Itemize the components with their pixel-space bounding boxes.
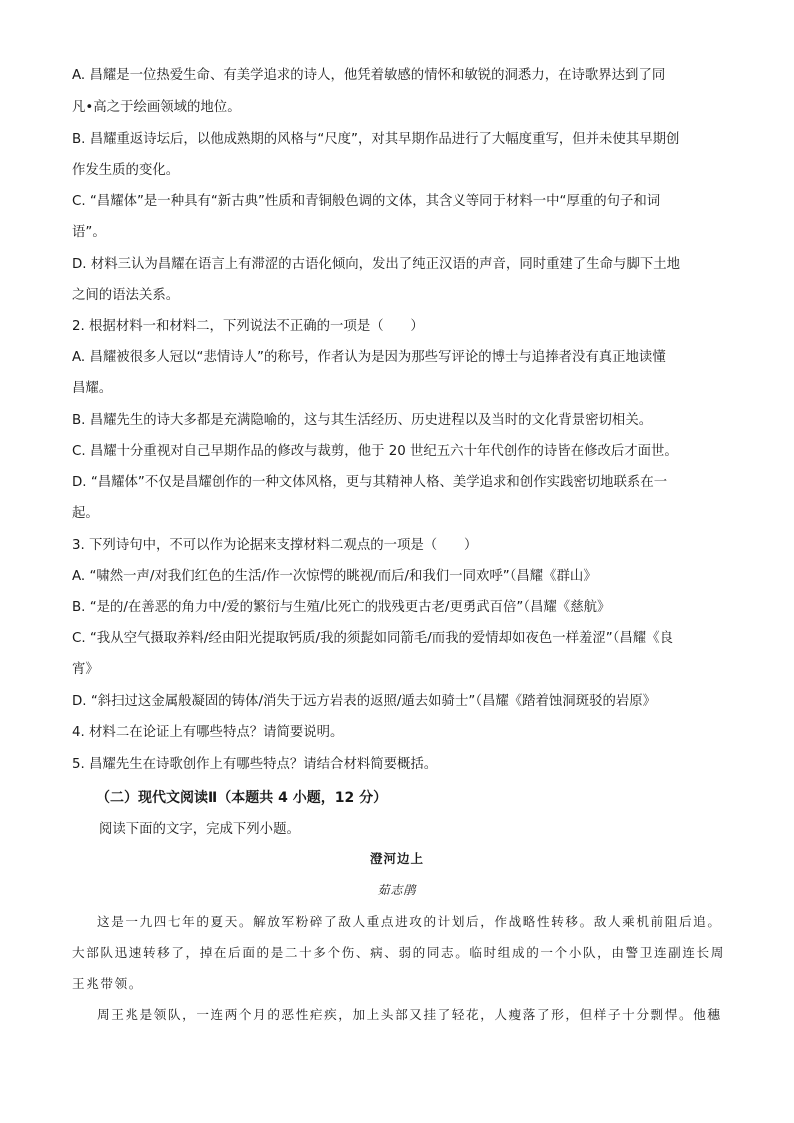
question-5: 5. 昌耀先生在诗歌创作上有哪些特点？请结合材料简要概括。 [72, 757, 438, 772]
story-author: 茹志鹃 [377, 883, 417, 897]
option-1a-line2: 凡•高之于绘画领域的地位。 [72, 100, 241, 115]
option-3c-line2: 宵》 [72, 662, 99, 677]
story-paragraph-2-line1: 周王兆是领队，一连两个月的恶性疟疾，加上头部又挂了轻花，人瘦落了形，但样子十分剽悍。他穗 [97, 1007, 722, 1022]
option-2c: C. 昌耀十分重视对自己早期作品的修改与裁剪，他于 20 世纪五六十年代创作的诗皆在修改后才面世。 [72, 444, 678, 459]
story-paragraph-1-line1: 这是一九四七年的夏天。解放军粉碎了敌人重点进攻的计划后，作战略性转移。敌人乘机前阻后追。 [97, 914, 722, 929]
story-paragraph-1-line3: 王兆带领。 [72, 976, 143, 991]
question-2: 2. 根据材料一和材料二，下列说法不正确的一项是（ ） [72, 319, 424, 334]
option-1b-line1: B. 昌耀重返诗坛后，以他成熟期的风格与“尺度”，对其早期作品进行了大幅度重写，但并未使其早期创 [72, 132, 680, 147]
question-4: 4. 材料二在论证上有哪些特点？请简要说明。 [72, 725, 344, 740]
option-2a-line1: A. 昌耀被很多人冠以“悲情诗人”的称号，作者认为是因为那些写评论的博士与追捧者没有真正地读懂 [72, 350, 666, 365]
option-2d-line2: 起。 [72, 506, 99, 521]
question-3: 3. 下列诗句中，不可以作为论据来支撑材料二观点的一项是（ ） [72, 538, 478, 553]
option-2a-line2: 昌耀。 [72, 381, 113, 396]
option-1d-line1: D. 材料三认为昌耀在语言上有滞涩的古语化倾向，发出了纯正汉语的声音，同时重建了生命与脚下土地 [72, 257, 681, 272]
story-title: 澄河边上 [369, 851, 424, 866]
option-1c-line2: 语”。 [72, 225, 106, 240]
option-3d: D. “斜扫过这金属般凝固的铸体/消失于远方岩表的返照/遁去如骑士”（昌耀《踏着蚀洞斑驳的岩原》 [72, 694, 657, 709]
option-3a: A. “啸然一声/对我们红色的生活/作一次惊愕的眺视/而后/和我们一同欢呼”（昌耀《群山》 [72, 569, 597, 584]
option-3b: B. “是的/在善恶的角力中/爱的繁衍与生殖/比死亡的戕残更古老/更勇武百倍”（昌耀《慈航》 [72, 600, 611, 615]
section-heading: （二）现代文阅读Ⅱ（本题共 4 小题，12 分） [96, 790, 388, 806]
option-2b: B. 昌耀先生的诗大多都是充满隐喻的，这与其生活经历、历史进程以及当时的文化背景密切相关。 [72, 413, 653, 428]
option-2d-line1: D. “昌耀体”不仅是昌耀创作的一种文体风格，更与其精神人格、美学追求和创作实践密切地联系在一 [72, 475, 668, 490]
option-1b-line2: 作发生质的变化。 [72, 163, 180, 178]
reading-instruction: 阅读下面的文字，完成下列小题。 [99, 822, 300, 837]
option-1d-line2: 之间的语法关系。 [72, 288, 180, 303]
option-1a-line1: A. 昌耀是一位热爱生命、有美学追求的诗人，他凭着敏感的情怀和敏锐的洞悉力，在诗歌界达到了同 [72, 68, 666, 83]
story-paragraph-1-line2: 大部队迅速转移了，掉在后面的是二十多个伤、病、弱的同志。临时组成的一个小队，由警卫连副连长周 [72, 945, 725, 960]
option-1c-line1: C. “昌耀体”是一种具有“新古典”性质和青铜般色调的文体，其含义等同于材料一中“厚重的句子和词 [72, 194, 661, 209]
option-3c-line1: C. “我从空气摄取养料/经由阳光提取钙质/我的须髭如同箭毛/而我的爱情却如夜色一样羞涩”（昌耀《良 [72, 631, 673, 646]
